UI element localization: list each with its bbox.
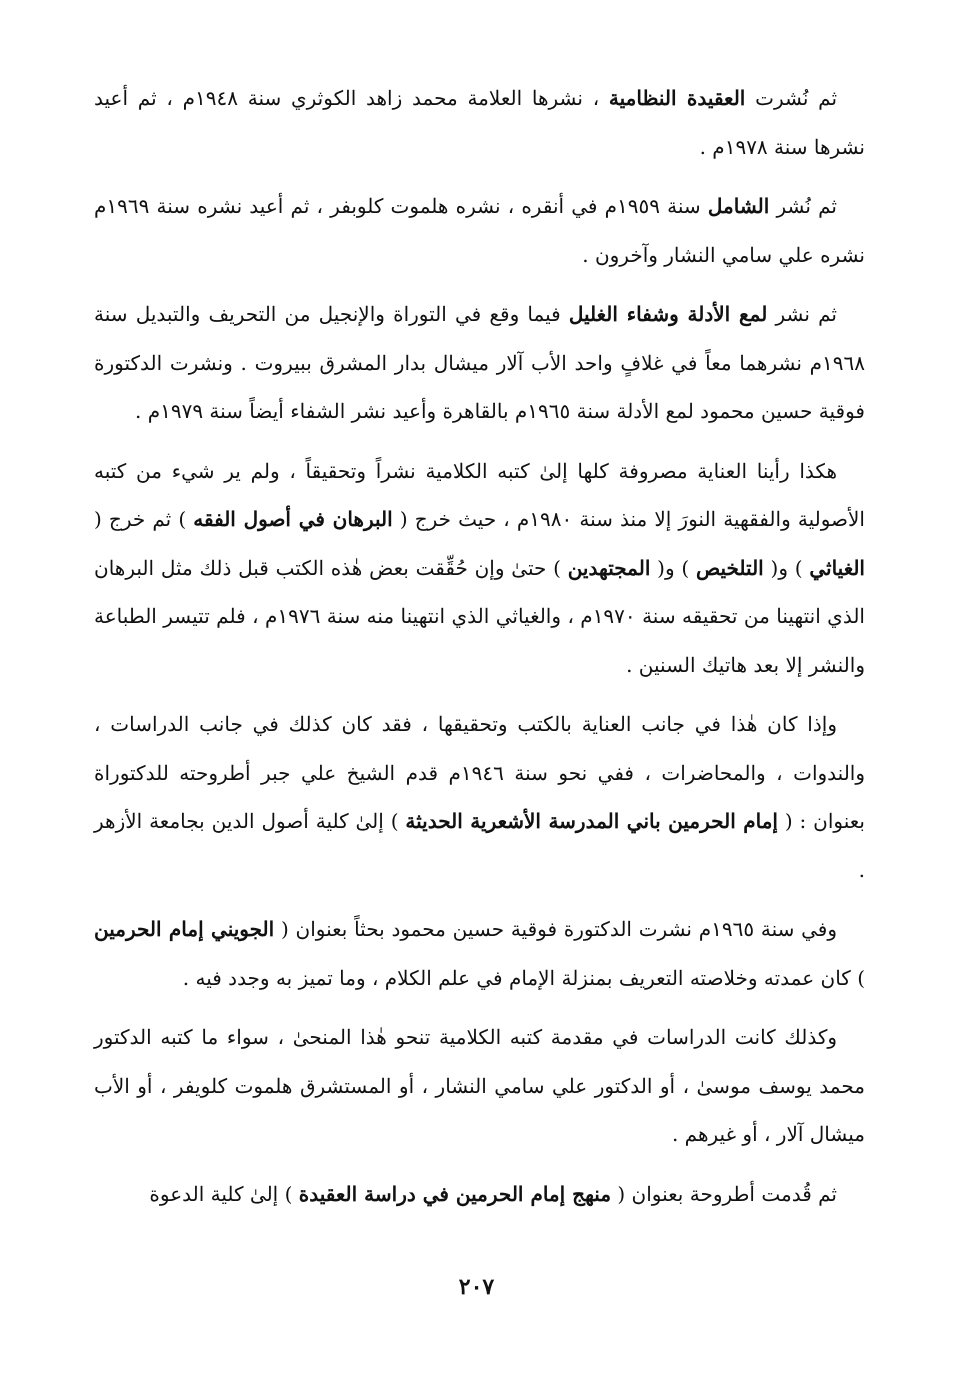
text-run: وكذلك كانت الدراسات في مقدمة كتبه الكلامية تنحو هٰذا المنحىٰ ، سواء ما كتبه الدكتور محمد يوسف موسىٰ ، أو الدكتور علي سامي النشار ، أو المستشرق هلموت كلويفر ، أو الأب ميشال آلار ، أو غيرهم .	[94, 1025, 865, 1146]
bold-title: العقيدة النظامية	[608, 86, 746, 110]
body-text	[94, 74, 865, 1229]
paragraph-4	[94, 447, 865, 690]
text-run: ثم قُدمت أطروحة بعنوان (	[611, 1181, 837, 1206]
bold-title: الغياثي	[809, 555, 865, 580]
text-run: ثم نشر	[767, 302, 837, 326]
paragraph-2	[94, 182, 865, 279]
text-run: ) كان عمدته وخلاصته التعريف بمنزلة الإمام في علم الكلام ، وما تميز به وجدد فيه .	[182, 965, 865, 990]
bold-title: إمام الحرمين باني المدرسة الأشعرية الحديثة	[405, 809, 778, 833]
bold-title: منهج إمام الحرمين في دراسة العقيدة	[298, 1181, 612, 1206]
text-run: ) و(	[650, 555, 696, 580]
text-run: سنة ١٩٥٩م في أنقره ، نشره هلموت كلوبفر ، ثم أعيد نشره سنة ١٩٦٩م نشره علي سامي النشار وآخرون .	[94, 194, 865, 267]
text-run: ) إلىٰ كلية الدعوة	[149, 1181, 299, 1206]
bold-title: التلخيص	[695, 555, 764, 580]
bold-title: لمع الأدلة وشفاء الغليل	[568, 302, 768, 326]
paragraph-8	[94, 1170, 865, 1219]
text-run: ثم نُشرت	[745, 86, 838, 110]
paragraph-6	[94, 905, 865, 1002]
paragraph-3	[94, 290, 865, 436]
paragraph-5	[94, 700, 865, 894]
text-run: فيما وقع في التوراة والإنجيل من التحريف والتبديل سنة ١٩٦٨م نشرهما معاً في غلافٍ واحد الأب آلار ميشال بدار المشرق ببيروت . ونشرت الدكتورة فوقية حسين محمود لمع الأدلة سنة ١٩٦٥م بالقاهرة وأعيد نشر الشفاء أيضاً سنة ١٩٧٩م .	[94, 302, 865, 423]
bold-title: الجويني إمام الحرمين	[94, 917, 275, 941]
text-run: ) حتىٰ وإن حُقِّقت بعض هٰذه الكتب قبل ذلك مثل البرهان الذي انتهينا من تحقيقه سنة ١٩٧٠م ، والغياثي الذي انتهينا منه سنة ١٩٧٦م ، فلم تتيسر الطباعة والنشر إلا بعد هاتيك السنين .	[94, 555, 865, 677]
text-run: ) إلىٰ كلية أصول الدين بجامعة الأزهر .	[94, 809, 865, 882]
bold-title: الشامل	[707, 194, 770, 218]
text-run: وفي سنة ١٩٦٥م نشرت الدكتورة فوقية حسين محمود بحثاً بعنوان (	[274, 917, 837, 941]
paragraph-7	[94, 1013, 865, 1159]
paragraph-1	[94, 74, 865, 171]
bold-title: البرهان في أصول الفقه	[193, 507, 393, 531]
text-run: ) و(	[763, 555, 810, 580]
text-run: ) ثم خرج (	[94, 507, 194, 531]
text-run: ثم نُشر	[769, 194, 837, 218]
page-number: ٢٠٧	[458, 1274, 495, 1300]
text-run: وإذا كان هٰذا في جانب العناية بالكتب وتحقيقها ، فقد كان كذلك في جانب الدراسات ، والندوات ، والمحاضرات ، ففي نحو سنة ١٩٤٦م قدم الشيخ علي جبر أطروحته للدكتوراة بعنوان : (	[94, 712, 865, 833]
bold-title: المجتهدين	[567, 555, 651, 580]
text-run: هكذا رأينا العناية مصروفة كلها إلىٰ كتبه الكلامية نشراً وتحقيقاً ، ولم ير شيء من كتبه الأصولية والفقهية النورَ إلا منذ سنة ١٩٨٠م ، حيث خرج (	[94, 458, 865, 531]
text-run: ، نشرها العلامة محمد زاهد الكوثري سنة ١٩٤٨م ، ثم أعيد نشرها سنة ١٩٧٨م .	[94, 86, 865, 159]
